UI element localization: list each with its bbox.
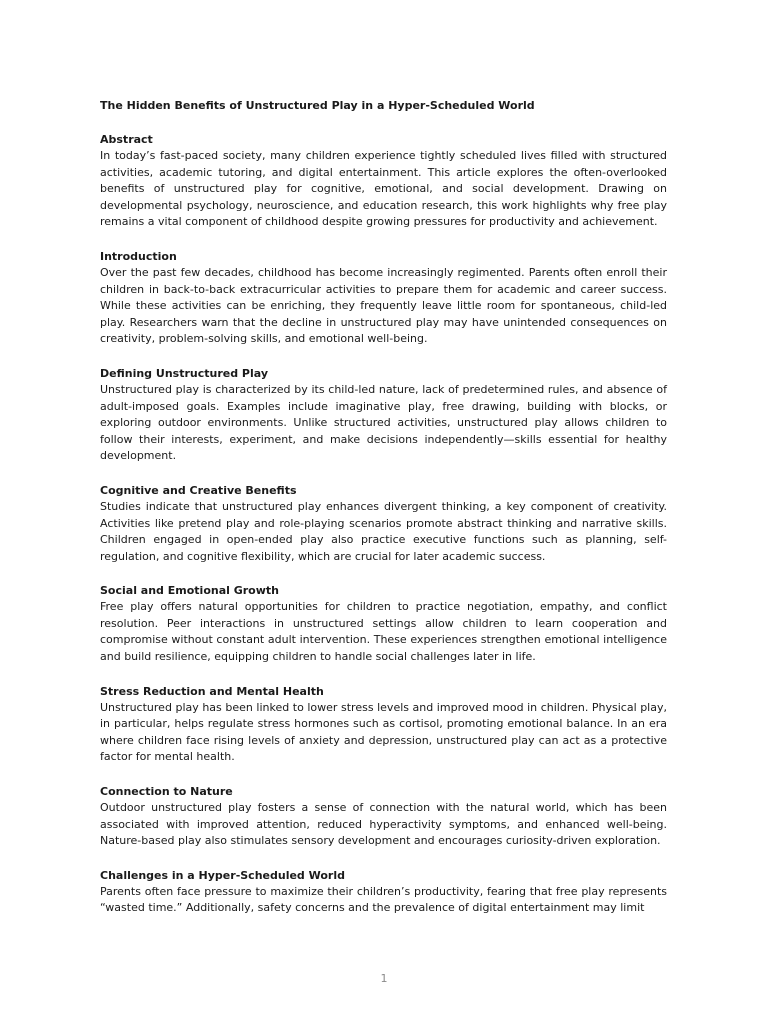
section-connection-to-nature [100,783,667,850]
section-abstract [100,131,667,231]
document-page [100,97,667,934]
section-heading: Defining Unstructured Play [100,366,268,380]
section-social-emotional-growth [100,582,667,665]
page-number: 1 [380,972,388,985]
section-body: Over the past few decades, childhood has become increasingly regimented. Parents often enroll their children in back-to-back extracurricular activities to prepare them for academic and career success. While these activities can be enriching, they frequently leave little room for spontaneous, child-led play. Researchers warn that the decline in unstructured play may have unintended consequences on creativity, problem-solving skills, and emotional well-being. [100,265,667,346]
section-heading: Abstract [100,133,153,146]
document-title: The Hidden Benefits of Unstructured Play in a Hyper-Scheduled World [100,99,535,112]
section-body: Parents often face pressure to maximize their children’s productivity, fearing that free play represents “wasted time.” Additionally, safety concerns and the prevalence of digital entertainment may limit [100,884,667,915]
section-heading: Introduction [100,249,177,263]
section-heading: Challenges in a Hyper-Scheduled World [100,868,345,882]
section-introduction [100,248,667,348]
section-cognitive-creative-benefits [100,482,667,565]
section-body: Unstructured play is characterized by its child-led nature, lack of predetermined rules, and absence of adult-imposed goals. Examples include imaginative play, free drawing, building with blocks, or exploring outdoor environments. Unlike structured activities, unstructured play allows children to follow their interests, experiment, and make decisions independently—skills essential for healthy development. [100,382,667,463]
section-heading: Stress Reduction and Mental Health [100,684,324,698]
section-heading: Cognitive and Creative Benefits [100,483,297,497]
section-body: In today’s fast-paced society, many children experience tightly scheduled lives filled with structured activities, academic tutoring, and digital entertainment. This article explores the often-overlooked benefits of unstructured play for cognitive, emotional, and social development. Drawing on developmental psychology, neuroscience, and education research, this work highlights why free play remains a vital component of childhood despite growing pressures for productivity and achievement. [100,149,667,229]
section-challenges [100,867,667,917]
section-body: Studies indicate that unstructured play enhances divergent thinking, a key component of creativity. Activities like pretend play and role-playing scenarios promote abstract thinking and narrative skills. Children engaged in open-ended play also practice executive functions such as planning, self-regulation, and cognitive flexibility, which are crucial for later academic success. [100,499,667,563]
section-stress-reduction [100,683,667,766]
section-body: Free play offers natural opportunities for children to practice negotiation, empathy, and conflict resolution. Peer interactions in unstructured settings allow children to learn cooperation and compromise without constant adult intervention. These experiences strengthen emotional intelligence and build resilience, equipping children to handle social challenges later in life. [100,600,667,664]
section-heading: Connection to Nature [100,785,233,799]
section-body: Outdoor unstructured play fosters a sense of connection with the natural world, which has been associated with improved attention, reduced hyperactivity symptoms, and enhanced well-being. Nature-based play also stimulates sensory development and encourages curiosity-driven exploration. [100,801,667,848]
section-body: Unstructured play has been linked to lower stress levels and improved mood in children. Physical play, in particular, helps regulate stress hormones such as cortisol, promoting emotional balance. In an era where children face rising levels of anxiety and depression, unstructured play can act as a protective factor for mental health. [100,700,667,764]
section-defining-unstructured-play [100,365,667,465]
section-heading: Social and Emotional Growth [100,584,279,598]
